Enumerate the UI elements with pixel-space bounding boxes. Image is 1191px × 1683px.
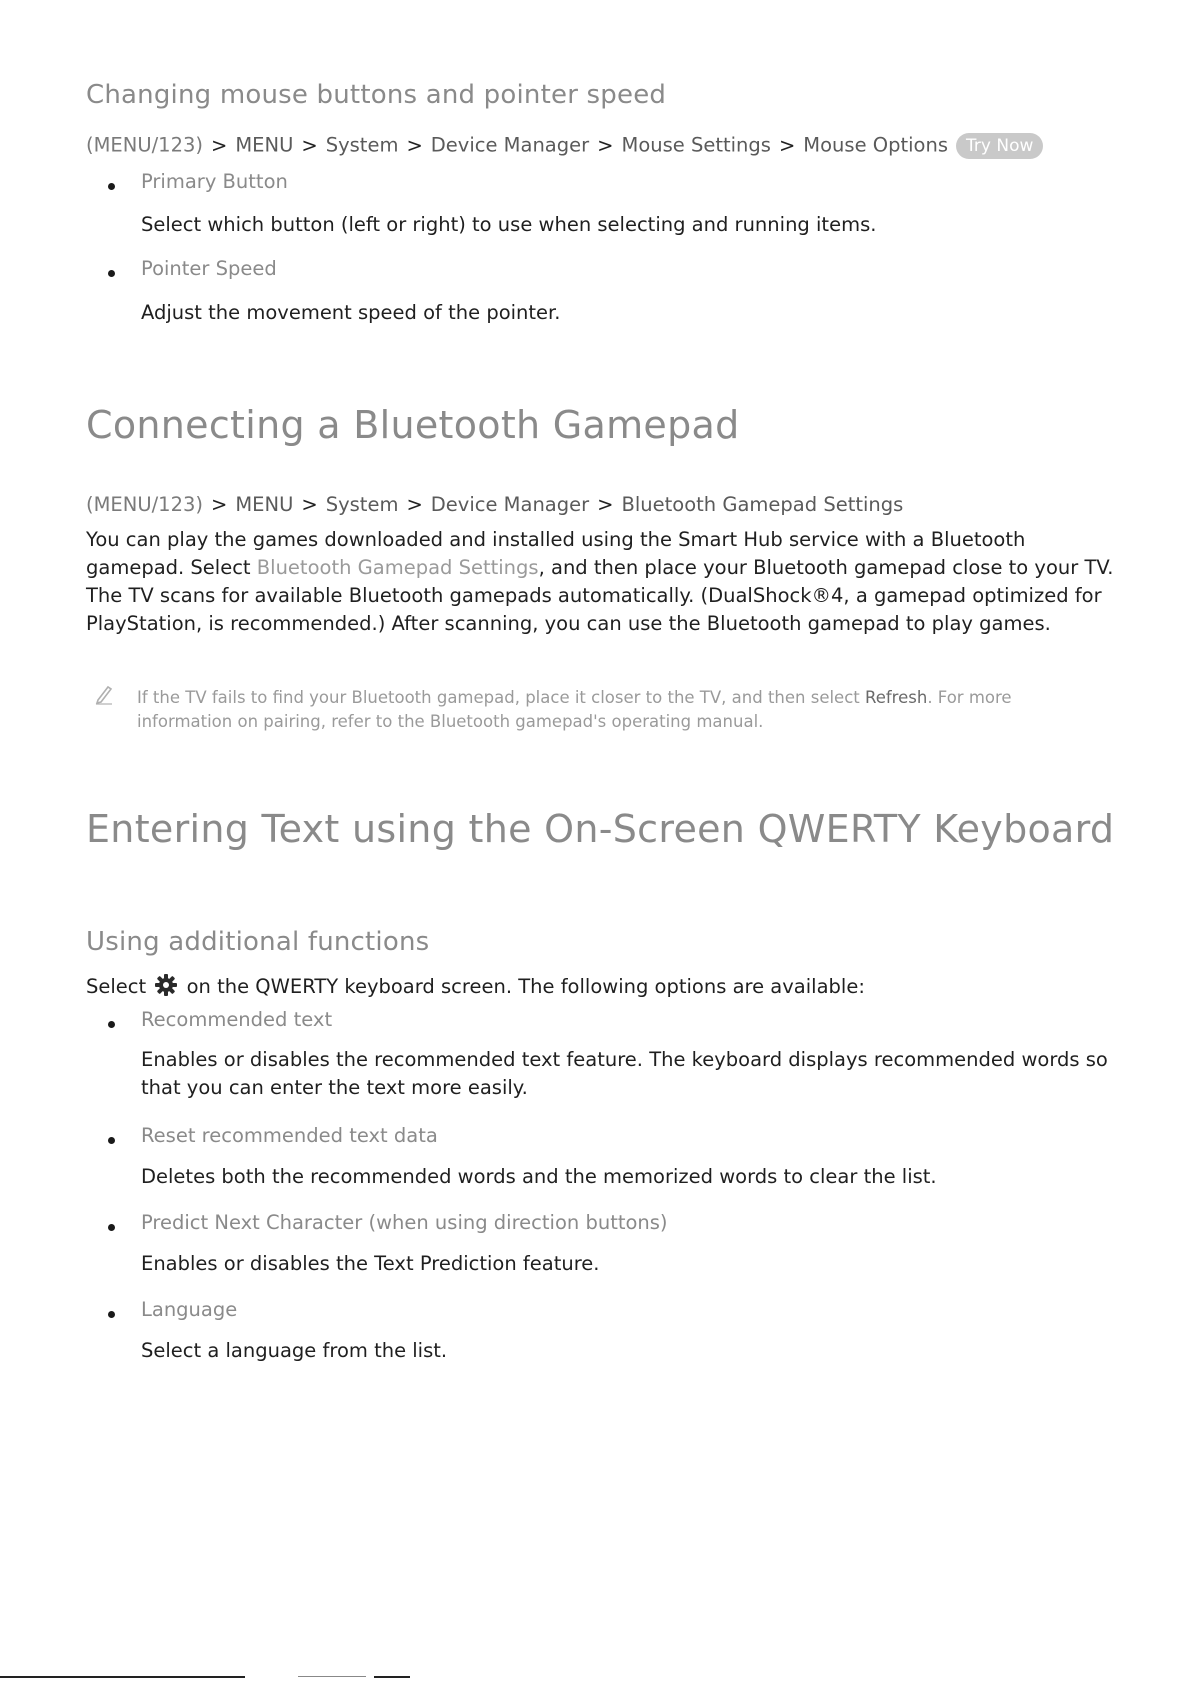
breadcrumb-item: System xyxy=(325,493,399,516)
breadcrumb-separator: > xyxy=(211,133,228,157)
breadcrumb-item: (MENU/123) xyxy=(86,493,204,516)
paragraph-text: , and then place your Bluetooth gamepad close to your TV. The TV scans for available Bluetooth gamepads automatically. (DualShock®4, a gamepad optimized for PlayStation, is recommended.) After scanning, you can use the Bluetooth gamepad to play games. xyxy=(86,556,1114,635)
breadcrumb-separator: > xyxy=(597,133,614,157)
footer-rule xyxy=(0,1676,245,1678)
try-now-button[interactable]: Try Now xyxy=(956,133,1043,159)
breadcrumb-item: Bluetooth Gamepad Settings xyxy=(621,493,904,516)
bullet-icon xyxy=(108,183,115,190)
option-description: Select which button (left or right) to use when selecting and running items. xyxy=(141,213,877,236)
breadcrumb-mouse-options xyxy=(86,133,1043,159)
breadcrumb-separator: > xyxy=(211,493,228,516)
bullet-icon xyxy=(108,1137,115,1144)
breadcrumb-item: Device Manager xyxy=(430,493,590,516)
bullet-icon xyxy=(108,270,115,277)
bullet-icon xyxy=(108,1021,115,1028)
option-term: Predict Next Character (when using direction buttons) xyxy=(141,1211,668,1234)
section-heading-qwerty: Entering Text using the On-Screen QWERTY Keyboard xyxy=(86,807,1115,851)
option-description: Adjust the movement speed of the pointer. xyxy=(141,301,561,324)
gear-icon xyxy=(154,973,178,1005)
section-heading-additional-functions: Using additional functions xyxy=(86,927,430,957)
option-term: Primary Button xyxy=(141,170,288,193)
paragraph-text: You can play the games downloaded and installed using the Smart Hub service with a Bluetooth gamepad. Select xyxy=(86,528,1026,579)
breadcrumb-item: System xyxy=(325,133,399,157)
menu-reference: Refresh xyxy=(865,688,928,707)
bullet-icon xyxy=(108,1224,115,1231)
breadcrumb-separator: > xyxy=(301,133,318,157)
section-heading-bluetooth-gamepad: Connecting a Bluetooth Gamepad xyxy=(86,403,740,447)
breadcrumb-item: MENU xyxy=(235,493,294,516)
option-description: Deletes both the recommended words and the memorized words to clear the list. xyxy=(141,1165,937,1188)
footer-rule xyxy=(298,1676,366,1677)
note-text-part: If the TV fails to find your Bluetooth gamepad, place it closer to the TV, and then select xyxy=(137,688,865,707)
breadcrumb-item: Device Manager xyxy=(430,133,590,157)
section-heading-mouse: Changing mouse buttons and pointer speed xyxy=(86,80,667,110)
option-term: Recommended text xyxy=(141,1008,333,1031)
option-term: Pointer Speed xyxy=(141,257,277,280)
breadcrumb-separator: > xyxy=(406,493,423,516)
breadcrumb-item: Mouse Settings xyxy=(621,133,771,157)
menu-reference: Bluetooth Gamepad Settings xyxy=(256,556,539,579)
breadcrumb-item: MENU xyxy=(235,133,294,157)
breadcrumb-separator: > xyxy=(597,493,614,516)
option-description: Enables or disables the recommended text feature. The keyboard displays recommended words so that you can enter the text more easily. xyxy=(141,1048,1108,1099)
intro-text: on the QWERTY keyboard screen. The following options are available: xyxy=(186,975,865,998)
bluetooth-gamepad-paragraph xyxy=(86,526,1116,638)
bullet-icon xyxy=(108,1311,115,1318)
breadcrumb-item: (MENU/123) xyxy=(86,133,204,157)
note-text-part: . For more information on pairing, refer to the Bluetooth gamepad's operating manual. xyxy=(137,688,1012,731)
option-term: Reset recommended text data xyxy=(141,1124,438,1147)
option-description: Select a language from the list. xyxy=(141,1339,448,1362)
option-term: Language xyxy=(141,1298,238,1321)
footer-rule xyxy=(374,1676,410,1678)
note-text xyxy=(137,686,1097,734)
pencil-note-icon xyxy=(94,683,114,709)
intro-text: Select xyxy=(86,975,147,998)
intro-sentence xyxy=(86,973,865,1005)
option-description: Enables or disables the Text Prediction feature. xyxy=(141,1252,600,1275)
breadcrumb-bluetooth-gamepad xyxy=(86,493,903,516)
breadcrumb-separator: > xyxy=(778,133,796,157)
breadcrumb-separator: > xyxy=(301,493,318,516)
breadcrumb-item: Mouse Options xyxy=(803,133,949,157)
breadcrumb-separator: > xyxy=(406,133,423,157)
